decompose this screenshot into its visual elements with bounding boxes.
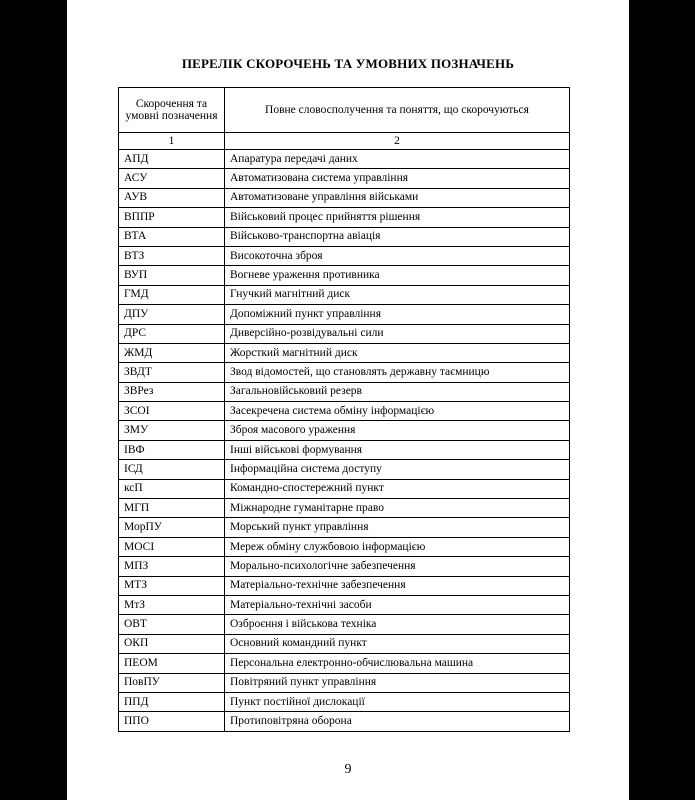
table-row [119,673,570,692]
full-phrase-cell: Персональна електронно-обчислювальна машина [225,654,570,673]
table-row [119,576,570,595]
full-phrase-cell: Повітряний пункт управління [225,673,570,692]
abbreviation-cell: МтЗ [119,595,225,614]
full-phrase-cell: Протиповітряна оборона [225,712,570,731]
abbreviation-cell: МорПУ [119,518,225,537]
abbreviation-cell: АПД [119,150,225,169]
full-phrase-cell: Високоточна зброя [225,246,570,265]
full-phrase-cell: Жорсткий магнітний диск [225,343,570,362]
full-phrase-cell: Морський пункт управління [225,518,570,537]
abbreviation-cell: МПЗ [119,557,225,576]
full-phrase-cell: Матеріально-технічне забезпечення [225,576,570,595]
abbreviation-cell: ЗСОІ [119,402,225,421]
page-number: 9 [344,762,352,777]
document-page [67,0,629,800]
table-row [119,188,570,207]
table-row [119,595,570,614]
table-row [119,150,570,169]
abbreviation-cell: ІВФ [119,440,225,459]
full-phrase-cell: Міжнародне гуманітарне право [225,499,570,518]
table-row [119,227,570,246]
full-phrase-cell: Озброєння і військова техніка [225,615,570,634]
table-row [119,537,570,556]
header-abbreviation: Скорочення та умовні позначення [119,88,225,133]
abbreviation-cell: МТЗ [119,576,225,595]
abbreviation-cell: ОВТ [119,615,225,634]
table-row [119,499,570,518]
table-row [119,246,570,265]
abbreviation-cell: ЗВДТ [119,363,225,382]
full-phrase-cell: Військовий процес прийняття рішення [225,208,570,227]
abbreviation-cell: ЗВРез [119,382,225,401]
table-row [119,440,570,459]
table-row [119,654,570,673]
abbreviation-cell: ППО [119,712,225,731]
table-row [119,460,570,479]
abbreviation-cell: ЖМД [119,343,225,362]
full-phrase-cell: Загальновійськовий резерв [225,382,570,401]
table-row [119,208,570,227]
table-row [119,557,570,576]
abbreviation-cell: ВППР [119,208,225,227]
page-title: ПЕРЕЛІК СКОРОЧЕНЬ ТА УМОВНИХ ПОЗНАЧЕНЬ [181,56,515,71]
full-phrase-cell: Апаратура передачі даних [225,150,570,169]
table-row [119,324,570,343]
abbreviation-cell: ксП [119,479,225,498]
abbreviation-cell: ПовПУ [119,673,225,692]
full-phrase-cell: Інформаційна система доступу [225,460,570,479]
full-phrase-cell: Гнучкий магнітний диск [225,285,570,304]
full-phrase-cell: Морально-психологічне забезпечення [225,557,570,576]
full-phrase-cell: Звод відомостей, що становлять державну таємницю [225,363,570,382]
header-full-phrase: Повне словосполучення та поняття, що скорочуються [225,88,570,133]
table-row [119,692,570,711]
full-phrase-cell: Основний командний пункт [225,634,570,653]
table-row [119,285,570,304]
full-phrase-cell: Матеріально-технічні засоби [225,595,570,614]
table-row [119,363,570,382]
abbreviations-table [118,87,570,732]
abbreviation-cell: ЗМУ [119,421,225,440]
abbreviation-cell: ВТА [119,227,225,246]
full-phrase-cell: Автоматизована система управління [225,169,570,188]
table-row [119,634,570,653]
full-phrase-cell: Військово-транспортна авіація [225,227,570,246]
full-phrase-cell: Зброя масового ураження [225,421,570,440]
table-row [119,421,570,440]
full-phrase-cell: Допоміжний пункт управління [225,305,570,324]
table-row [119,382,570,401]
table-row [119,479,570,498]
full-phrase-cell: Пункт постійної дислокації [225,692,570,711]
table-header-row [119,88,570,133]
abbreviation-cell: МГП [119,499,225,518]
table-row [119,343,570,362]
abbreviation-cell: МОСІ [119,537,225,556]
abbreviation-cell: ДПУ [119,305,225,324]
table-row [119,712,570,731]
abbreviation-cell: ПЕОМ [119,654,225,673]
table-row [119,305,570,324]
abbreviation-cell: АУВ [119,188,225,207]
full-phrase-cell: Вогневе ураження противника [225,266,570,285]
abbreviation-cell: ІСД [119,460,225,479]
abbreviation-cell: ВТЗ [119,246,225,265]
abbreviation-cell: ОКП [119,634,225,653]
full-phrase-cell: Диверсійно-розвідувальні сили [225,324,570,343]
table-body [119,150,570,732]
full-phrase-cell: Інші військові формування [225,440,570,459]
table-row [119,402,570,421]
abbreviation-cell: ППД [119,692,225,711]
column-number: 2 [225,133,570,150]
full-phrase-cell: Засекречена система обміну інформацією [225,402,570,421]
full-phrase-cell: Автоматизоване управління військами [225,188,570,207]
table-row [119,615,570,634]
full-phrase-cell: Командно-спостережний пункт [225,479,570,498]
table-row [119,169,570,188]
abbreviation-cell: ВУП [119,266,225,285]
abbreviation-cell: АСУ [119,169,225,188]
column-number: 1 [119,133,225,150]
column-number-row [119,133,570,150]
table-row [119,266,570,285]
abbreviation-cell: ДРС [119,324,225,343]
abbreviation-cell: ГМД [119,285,225,304]
table-row [119,518,570,537]
full-phrase-cell: Мереж обміну службовою інформацією [225,537,570,556]
